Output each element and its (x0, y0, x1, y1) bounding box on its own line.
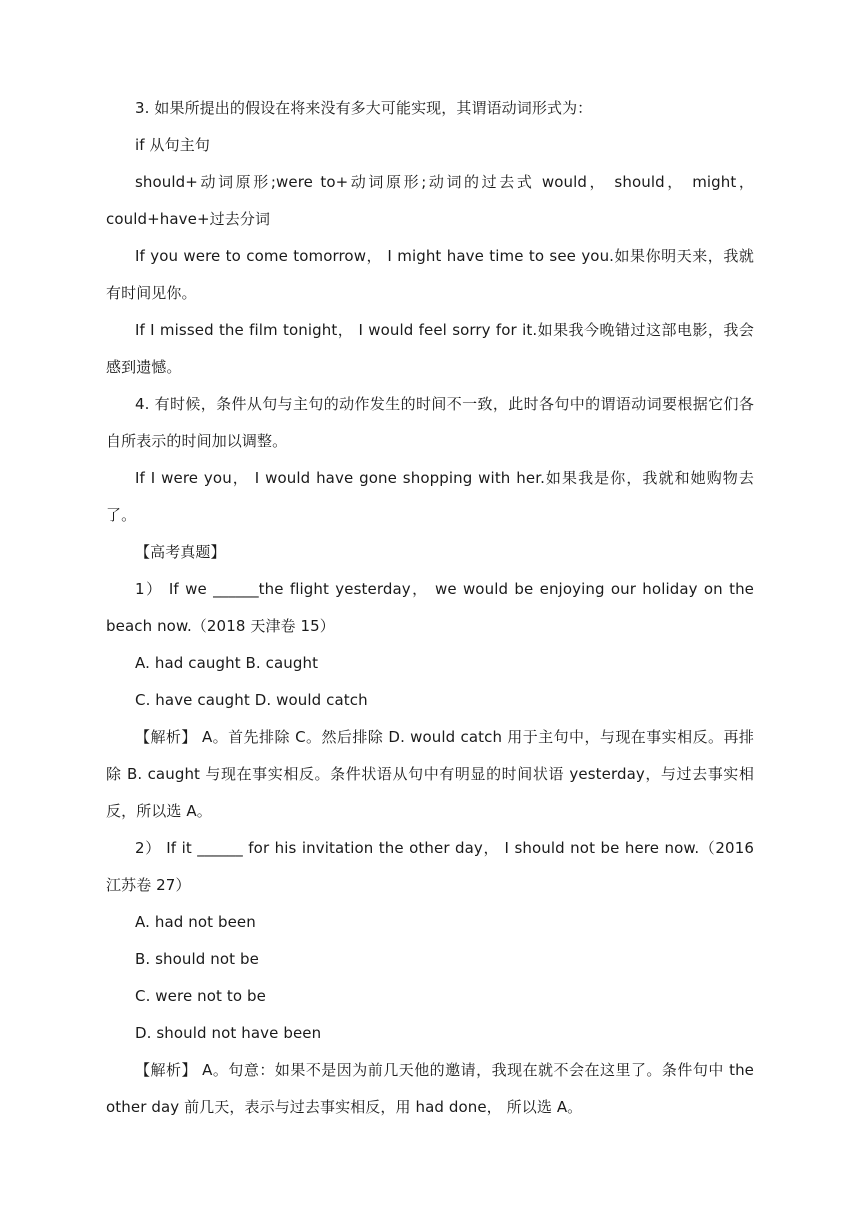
paragraph-verb-forms: should+动词原形;were to+动词原形;动词的过去式 would， should， might， could+have+过去分词 (106, 173, 754, 228)
question-1-options-ab: A. had caught B. caught (135, 654, 319, 672)
paragraph-example-3: If I were you， I would have gone shopping with her.如果我是你，我就和她购物去了。 (106, 469, 754, 524)
paragraph-example-2: If I missed the film tonight， I would feel sorry for it.如果我今晚错过这部电影，我会感到遗憾。 (106, 321, 754, 376)
question-2-option-c: C. were not to be (135, 987, 266, 1005)
question-2-analysis: 【解析】 A。句意：如果不是因为前几天他的邀请，我现在就不会在这里了。条件句中 the other day 前几天，表示与过去事实相反，用 had done， 所以选 A。 (106, 1061, 754, 1116)
question-1: 1） If we ______the flight yesterday， we would be enjoying our holiday on the beach now.（2018 天津卷 15） (106, 580, 754, 635)
question-2-option-b: B. should not be (135, 950, 259, 968)
question-2-option-d: D. should not have been (135, 1024, 322, 1042)
question-1-options-cd: C. have caught D. would catch (135, 691, 368, 709)
section-heading-exam: 【高考真题】 (135, 543, 226, 561)
question-1-analysis: 【解析】 A。首先排除 C。然后排除 D. would catch 用于主句中，与现在事实相反。再排除 B. caught 与现在事实相反。条件状语从句中有明显的时间状语 yesterday，与过去事实相反，所以选 A。 (106, 728, 754, 820)
question-2-option-a: A. had not been (135, 913, 256, 931)
paragraph-rule-4: 4. 有时候，条件从句与主句的动作发生的时间不一致，此时各句中的谓语动词要根据它们各自所表示的时间加以调整。 (106, 395, 754, 450)
paragraph-example-1: If you were to come tomorrow， I might have time to see you.如果你明天来，我就有时间见你。 (106, 247, 754, 302)
paragraph-if-clause: if 从句主句 (135, 136, 210, 154)
paragraph-rule-3: 3. 如果所提出的假设在将来没有多大可能实现，其谓语动词形式为： (135, 99, 593, 117)
document-page (106, 90, 754, 1126)
question-2: 2） If it ______ for his invitation the other day， I should not be here now.（2016 江苏卷 27） (106, 839, 754, 894)
